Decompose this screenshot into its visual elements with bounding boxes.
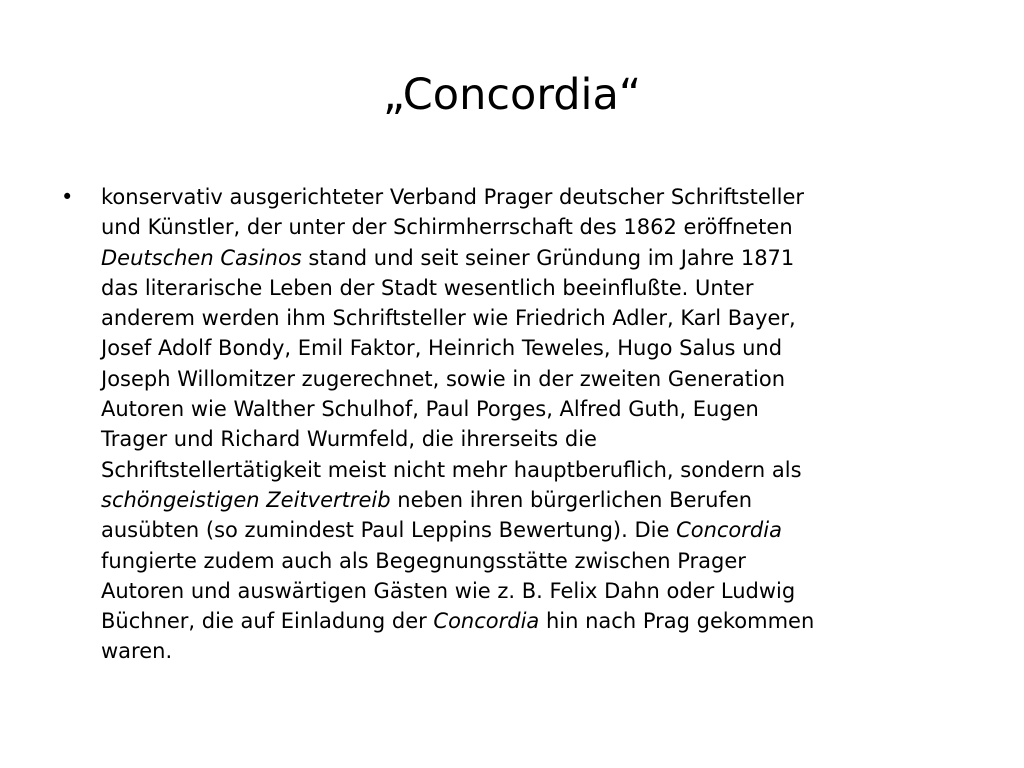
bullet-item (56, 182, 956, 667)
text-run: und Künstler, der unter der Schirmherrschaft des 1862 eröffneten (101, 215, 793, 240)
text-run: fungierte zudem auch als Begegnungsstätte zwischen Prager (101, 548, 746, 573)
text-run: ausübten (so zumindest Paul Leppins Bewertung). Die (101, 518, 677, 543)
text-line (101, 182, 956, 212)
italic-text-run: Deutschen Casinos (101, 245, 302, 270)
text-run: Schriftstellertätigkeit meist nicht mehr hauptberuflich, sondern als (101, 457, 802, 482)
text-line (101, 485, 956, 515)
bullet-list (56, 182, 956, 667)
text-line (101, 546, 956, 576)
text-line (101, 515, 956, 545)
text-run: Büchner, die auf Einladung der (101, 609, 434, 634)
text-run: Josef Adolf Bondy, Emil Faktor, Heinrich Teweles, Hugo Salus und (101, 336, 783, 361)
italic-text-run: Concordia (676, 518, 782, 543)
italic-text-run: schöngeistigen Zeitvertreib (101, 487, 391, 512)
text-run: Trager und Richard Wurmfeld, die ihrerseits die (101, 427, 597, 452)
text-line (101, 212, 956, 242)
text-run: waren. (101, 639, 173, 664)
text-line (101, 636, 956, 666)
text-line (101, 455, 956, 485)
text-run: stand und seit seiner Gründung im Jahre 1871 (301, 245, 795, 270)
text-line (101, 606, 956, 636)
text-line (101, 424, 956, 454)
italic-text-run: Concordia (433, 609, 540, 634)
text-run: anderem werden ihm Schriftsteller wie Friedrich Adler, Karl Bayer, (101, 306, 796, 331)
text-line (101, 394, 956, 424)
text-run: Joseph Willomitzer zugerechnet, sowie in der zweiten Generation (101, 366, 786, 391)
text-line (101, 243, 956, 273)
text-run: konservativ ausgerichteter Verband Prager deutscher Schriftsteller (101, 185, 805, 209)
bullet-text (101, 182, 956, 667)
text-run: das literarische Leben der Stadt wesentlich beeinflußte. Unter (101, 275, 754, 300)
slide-title: „Concordia“ (382, 70, 642, 120)
text-line (101, 333, 956, 363)
text-run: Autoren wie Walther Schulhof, Paul Porges, Alfred Guth, Eugen (101, 397, 759, 422)
text-line (101, 576, 956, 606)
bullet-dot-icon: • (61, 185, 74, 209)
text-run: hin nach Prag gekommen (539, 609, 815, 634)
text-line (101, 273, 956, 303)
text-line (101, 303, 956, 333)
text-line (101, 364, 956, 394)
text-run: Autoren und auswärtigen Gästen wie z. B. Felix Dahn oder Ludwig (101, 578, 796, 603)
text-run: neben ihren bürgerlichen Berufen (390, 487, 753, 512)
